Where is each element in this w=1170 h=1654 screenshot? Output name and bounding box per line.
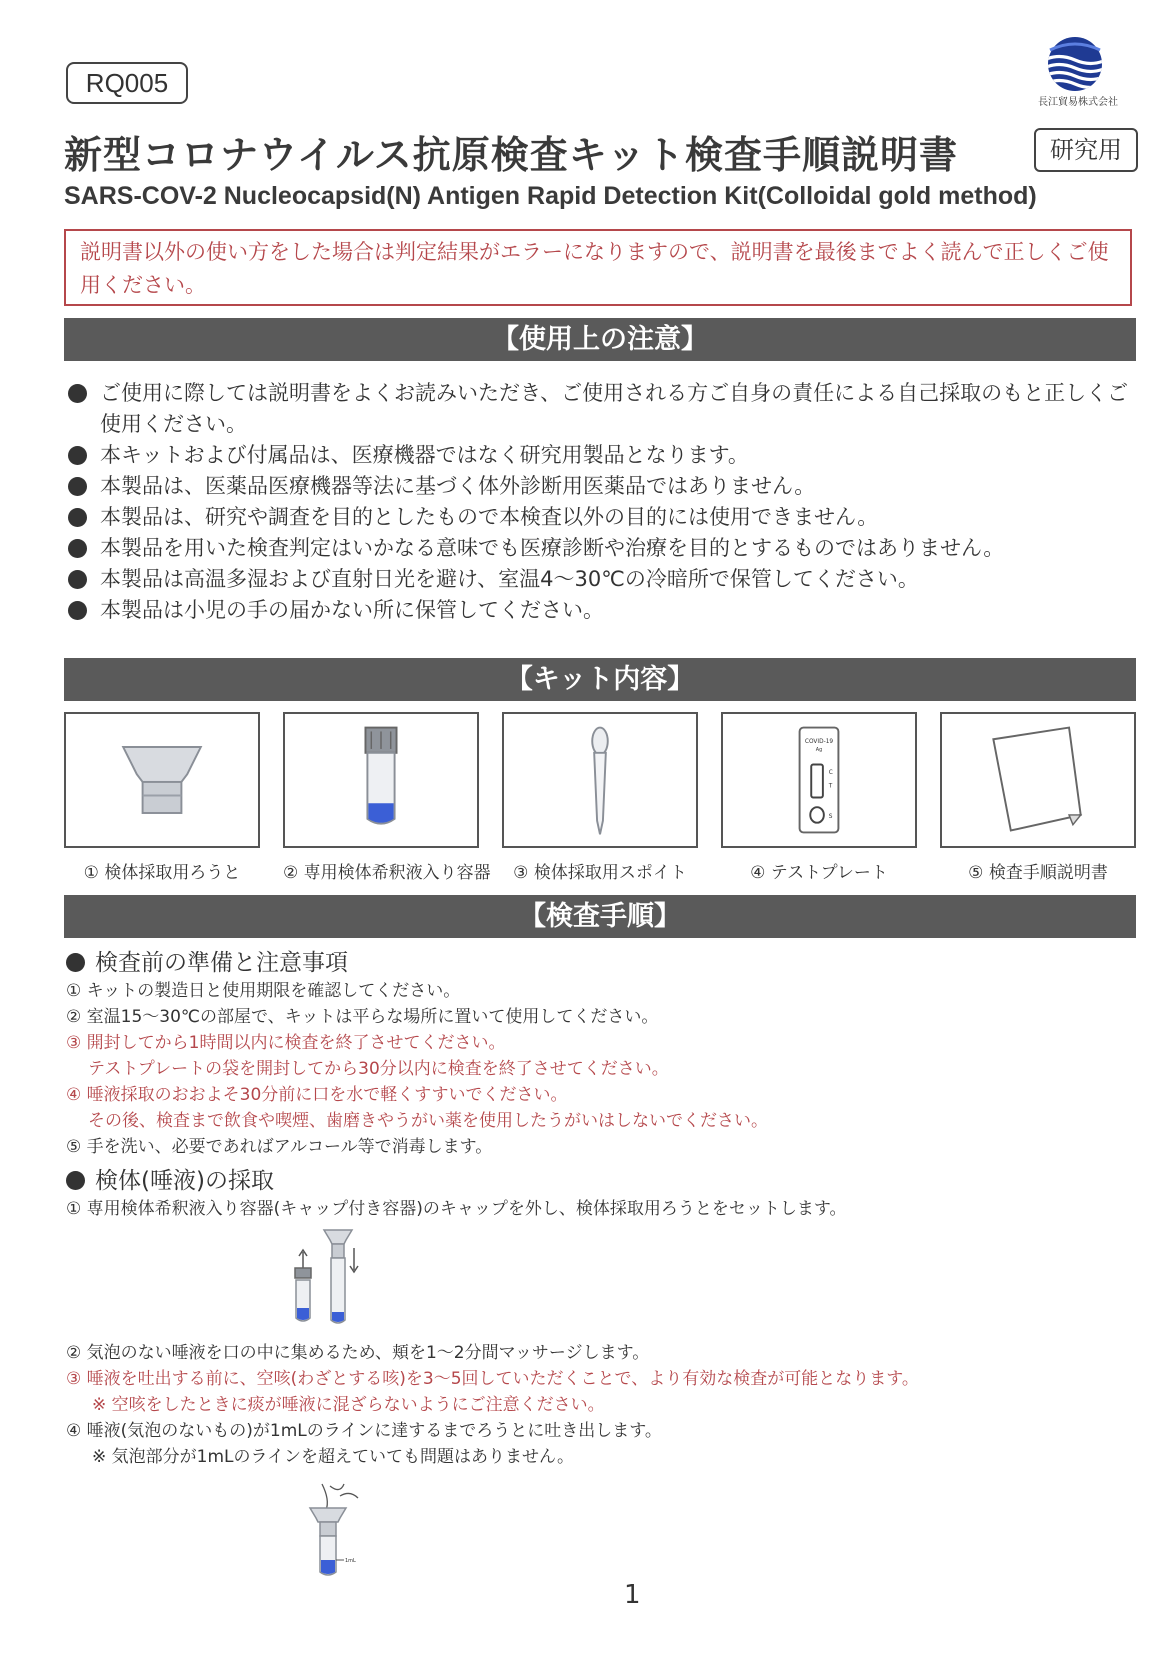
kit-contents-heading: 【キット内容】 (64, 658, 1136, 701)
collection-step: ④ 唾液(気泡のないもの)が1mLのラインに達するまでろうとに吐き出します。 (66, 1421, 662, 1441)
tube-with-funnel-icon (286, 1222, 376, 1332)
precaution-item: 本製品を用いた検査判定はいかなる意味でも医療診断や治療を目的とするものではありません。 (68, 533, 1148, 564)
precaution-item: 本製品は、研究や調査を目的としたもので本検査以外の目的には使用できません。 (68, 502, 1148, 533)
collection-step: ② 気泡のない唾液を口の中に集めるため、頬を1～2分間マッサージします。 (66, 1343, 650, 1363)
test-plate-icon (723, 714, 915, 846)
dropper-icon (504, 714, 696, 846)
kit-item-instructions (940, 712, 1136, 883)
research-use-tag: 研究用 (1034, 128, 1138, 172)
prep-step: ① キットの製造日と使用期限を確認してください。 (66, 981, 461, 1001)
kit-item-test-plate (721, 712, 917, 883)
bullet-icon (68, 601, 87, 620)
kit-item-label: ③ 検体採取用スポイト (513, 863, 687, 883)
bullet-icon (66, 1171, 85, 1190)
funnel-setup-illustration (286, 1222, 376, 1332)
saliva-collection-illustration (300, 1480, 380, 1580)
warning-notice: 説明書以外の使い方をした場合は判定結果がエラーになりますので、説明書を最後までよく読んで正しくご使用ください。 (64, 229, 1132, 306)
page-number: 1 (624, 1580, 641, 1610)
svg-text:T: T (828, 783, 833, 790)
saliva-funnel-icon (300, 1480, 380, 1580)
kit-item-label: ① 検体採取用ろうと (83, 863, 241, 883)
device-label: COVID-19 (804, 739, 834, 746)
wave-logo-icon (1040, 36, 1110, 94)
kit-contents-row (64, 712, 1136, 882)
kit-item-label: ④ テストプレート (750, 863, 888, 883)
kit-item-label: ⑤ 検査手順説明書 (968, 863, 1108, 883)
instruction-sheet-icon (942, 714, 1134, 846)
funnel-icon (66, 714, 258, 846)
kit-item-tube (283, 712, 491, 883)
bullet-icon (68, 508, 87, 527)
collection-note: ※ 気泡部分が1mLのラインを超えていても問題はありません。 (92, 1447, 575, 1467)
precaution-item: ご使用に際しては説明書をよくお読みいただき、ご使用される方ご自身の責任による自己採取のもと正しくご使用ください。 (68, 378, 1148, 440)
svg-text:S: S (828, 813, 833, 820)
company-logo (1040, 36, 1110, 94)
prep-step: ② 室温15～30℃の部屋で、キットは平らな場所に置いて使用してください。 (66, 1007, 659, 1027)
collection-step-important: ③ 唾液を吐出する前に、空咳(わざとする咳)を3～5回していただくことで、より有効な検査が可能となります。 (66, 1369, 919, 1389)
precautions-heading: 【使用上の注意】 (64, 318, 1136, 361)
bullet-icon (66, 953, 85, 972)
product-code: RQ005 (66, 62, 188, 104)
prep-step: ⑤ 手を洗い、必要であればアルコール等で消毒します。 (66, 1137, 493, 1157)
prep-step-important: その後、検査まで飲食や喫煙、歯磨きやうがい薬を使用したうがいはしないでください。 (88, 1111, 768, 1131)
bullet-icon (68, 477, 87, 496)
bullet-icon (68, 384, 87, 403)
precaution-item: 本製品は小児の手の届かない所に保管してください。 (68, 595, 1148, 626)
precaution-item: 本製品は、医薬品医療機器等法に基づく体外診断用医薬品ではありません。 (68, 471, 1148, 502)
procedure-heading: 【検査手順】 (64, 895, 1136, 938)
prep-step-important: テストプレートの袋を開封してから30分以内に検査を終了させてください。 (88, 1059, 669, 1079)
company-name: 長江貿易株式会社 (1038, 97, 1118, 108)
precaution-item: 本キットおよび付属品は、医療機器ではなく研究用製品となります。 (68, 440, 1148, 471)
svg-text:1mL: 1mL (345, 1558, 356, 1564)
svg-text:C: C (828, 770, 833, 777)
collection-note-important: ※ 空咳をしたときに痰が唾液に混ざらないようにご注意ください。 (92, 1395, 605, 1415)
prep-step-important: ③ 開封してから1時間以内に検査を終了させてください。 (66, 1033, 506, 1053)
collection-step: ① 専用検体希釈液入り容器(キャップ付き容器)のキャップを外し、検体採取用ろうとをセットします。 (66, 1199, 847, 1219)
prep-section-title: 検査前の準備と注意事項 (66, 944, 348, 977)
page-title: 新型コロナウイルス抗原検査キット検査手順説明書 (64, 133, 958, 177)
precautions-list (68, 378, 1148, 626)
english-subtitle: SARS-COV-2 Nucleocapsid(N) Antigen Rapid Detection Kit(Colloidal gold method) (64, 182, 1037, 210)
bullet-icon (68, 539, 87, 558)
precaution-item: 本製品は高温多湿および直射日光を避け、室温4～30℃の冷暗所で保管してください。 (68, 564, 1148, 595)
device-sublabel: Ag (815, 746, 823, 753)
collection-section-title: 検体(唾液)の採取 (66, 1162, 274, 1195)
kit-item-label: ② 専用検体希釈液入り容器 (283, 863, 491, 883)
sample-tube-icon (285, 714, 477, 846)
bullet-icon (68, 446, 87, 465)
kit-item-dropper (502, 712, 698, 883)
kit-item-funnel (64, 712, 260, 883)
bullet-icon (68, 570, 87, 589)
prep-step-important: ④ 唾液採取のおおよそ30分前に口を水で軽くすすいでください。 (66, 1085, 568, 1105)
